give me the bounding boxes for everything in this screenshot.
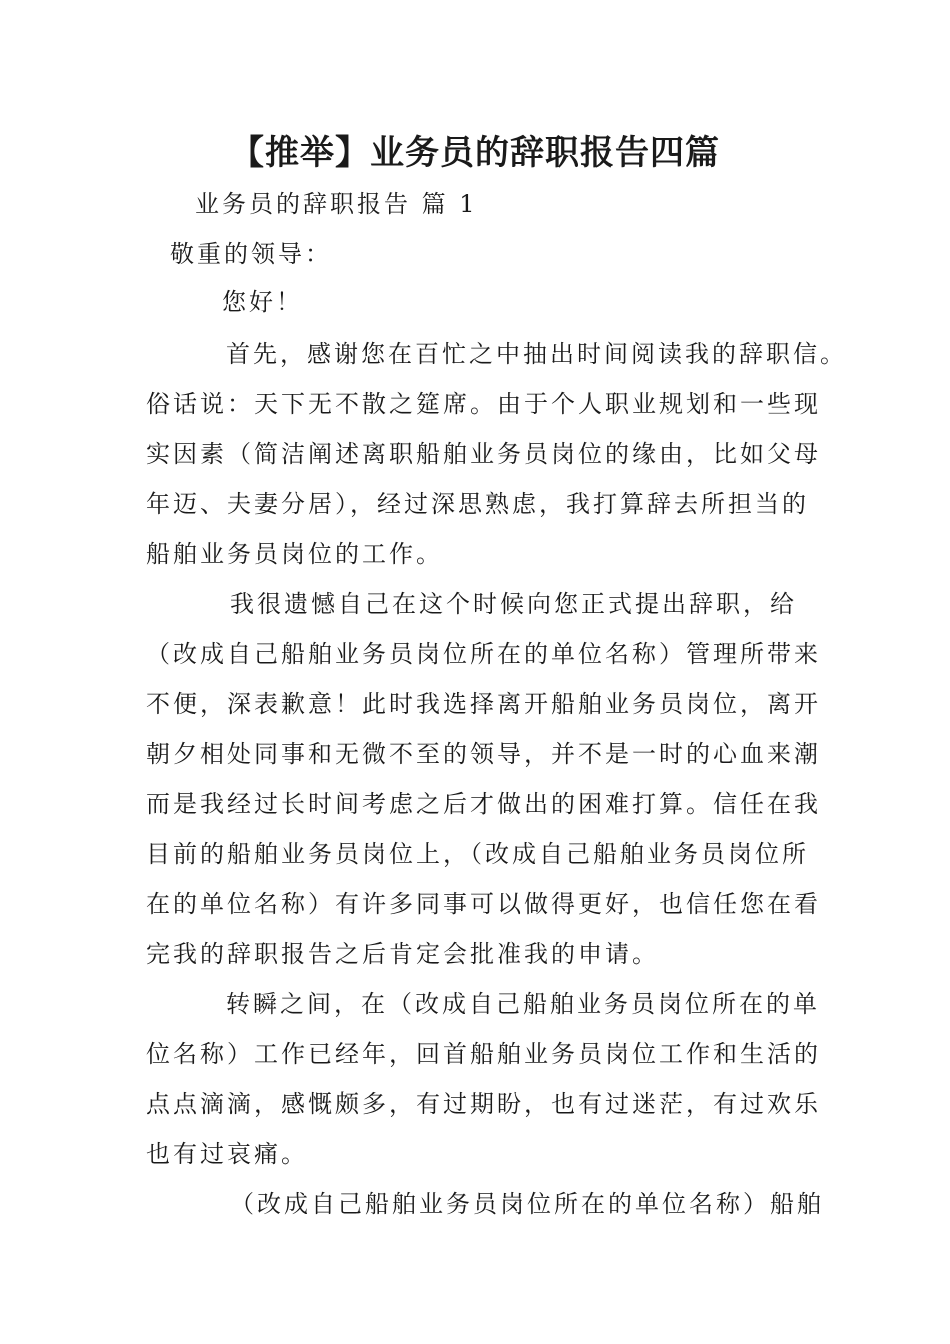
paragraph-line: 而是我经过长时间考虑之后才做出的困难打算。信任在我 [146,790,821,818]
paragraph-line: 我很遗憾自己在这个时候向您正式提出辞职，给 [230,590,797,618]
paragraph-line: 船舶业务员岗位的工作。 [146,540,443,568]
paragraph-line: 实因素（简洁阐述离职船舶业务员岗位的缘由，比如父母 [146,440,821,468]
paragraph-line: 目前的船舶业务员岗位上，（改成自己船舶业务员岗位所 [146,840,809,868]
paragraph-line: （改成自己船舶业务员岗位所在的单位名称）船舶 [230,1190,824,1218]
paragraph-line: 也有过哀痛。 [146,1140,308,1168]
paragraph-line: 首先，感谢您在百忙之中抽出时间阅读我的辞职信。 [226,340,847,368]
document-title: 【推举】业务员的辞职报告四篇 [230,133,720,173]
paragraph-line: （改成自己船舶业务员岗位所在的单位名称）管理所带来 [146,640,821,668]
paragraph-line: 在的单位名称）有许多同事可以做得更好，也信任您在看 [146,890,821,918]
paragraph-line: 位名称）工作已经年，回首船舶业务员岗位工作和生活的 [146,1040,821,1068]
paragraph-line: 转瞬之间，在（改成自己船舶业务员岗位所在的单 [226,990,820,1018]
paragraph-line: 不便，深表歉意！此时我选择离开船舶业务员岗位，离开 [146,690,821,718]
greeting: 您好！ [222,288,303,316]
paragraph-line: 俗话说：天下无不散之筵席。由于个人职业规划和一些现 [146,390,821,418]
paragraph-line: 朝夕相处同事和无微不至的领导，并不是一时的心血来潮 [146,740,821,768]
paragraph-line: 年迈、夫妻分居），经过深思熟虑，我打算辞去所担当的 [146,490,809,518]
paragraph-line: 点点滴滴，感慨颇多，有过期盼，也有过迷茫，有过欢乐 [146,1090,821,1118]
section-heading: 业务员的辞职报告 篇 1 [195,190,478,218]
salutation: 敬重的领导： [170,240,332,268]
paragraph-line: 完我的辞职报告之后肯定会批准我的申请。 [146,940,659,968]
